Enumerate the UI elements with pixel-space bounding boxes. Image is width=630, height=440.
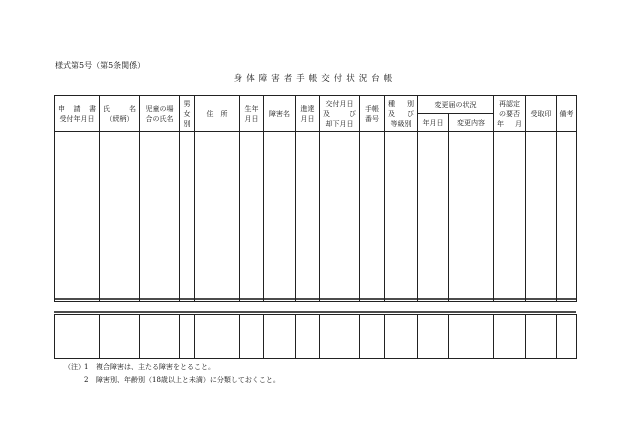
table-cell <box>140 132 180 302</box>
header-receipt-seal: 受取印 <box>526 96 557 132</box>
header-remarks: 備考 <box>557 96 577 132</box>
table-cell <box>557 315 577 359</box>
notes <box>64 361 280 387</box>
header-change-content: 変更内容 <box>449 114 494 132</box>
table-cell <box>55 132 100 302</box>
table-cell <box>100 132 140 302</box>
header-sex: 男 女 別 <box>180 96 195 132</box>
table-cell <box>240 315 264 359</box>
table-cell <box>449 132 494 302</box>
table-cell <box>385 132 418 302</box>
note-item: 2 障害別、年齢別（18歳以上と未満）に分類しておくこと。 <box>84 376 280 384</box>
table-cell <box>195 315 240 359</box>
table-cell <box>320 315 360 359</box>
header-disability-name: 障害名 <box>264 96 296 132</box>
table-cell <box>526 315 557 359</box>
table-cell <box>240 132 264 302</box>
notes-label: （注） <box>64 363 85 371</box>
ledger-table <box>54 95 576 357</box>
table-cell <box>180 315 195 359</box>
table-cell <box>360 315 385 359</box>
table-cell <box>418 132 449 302</box>
header-book-number: 手帳 番号 <box>360 96 385 132</box>
table-row <box>55 132 577 302</box>
table-cell <box>526 132 557 302</box>
header-birth-date: 生年 月日 <box>240 96 264 132</box>
table-cell <box>360 132 385 302</box>
table-cell <box>140 315 180 359</box>
header-application-date: 申 請 書 受付年月日 <box>55 96 100 132</box>
ledger-grid <box>54 95 577 359</box>
table-cell <box>55 315 100 359</box>
header-change-status: 変更届の状況 <box>418 96 494 114</box>
table-cell <box>180 132 195 302</box>
header-child-guardian: 児童の場 合の氏名 <box>140 96 180 132</box>
header-change-date: 年月日 <box>418 114 449 132</box>
table-cell <box>494 315 526 359</box>
table-cell <box>195 132 240 302</box>
table-cell <box>264 132 296 302</box>
table-cell <box>320 132 360 302</box>
table-cell <box>418 315 449 359</box>
header-grade: 種 別 及 び 等級別 <box>385 96 418 132</box>
header-recertification: 再認定 の要否 年 月 <box>494 96 526 132</box>
table-cell <box>557 132 577 302</box>
table-cell <box>385 315 418 359</box>
table-cell <box>494 132 526 302</box>
separator-row <box>55 302 577 315</box>
form-number: 様式第5号（第5条関係） <box>55 61 146 70</box>
header-issue-date: 交付月日 及 び 却下月日 <box>320 96 360 132</box>
table-cell <box>449 315 494 359</box>
table-cell <box>296 315 320 359</box>
table-cell <box>296 132 320 302</box>
table-row <box>55 315 577 359</box>
header-name: 氏 名 （続柄） <box>100 96 140 132</box>
separator-cell <box>55 302 577 315</box>
table-cell <box>264 315 296 359</box>
page-title: 身体障害者手帳交付状況台帳 <box>233 74 397 84</box>
header-forward-date: 進達 月日 <box>296 96 320 132</box>
note-item: （注） 1 複合障害は、主たる障害をとること。 <box>64 361 280 374</box>
header-address: 住 所 <box>195 96 240 132</box>
table-cell <box>100 315 140 359</box>
